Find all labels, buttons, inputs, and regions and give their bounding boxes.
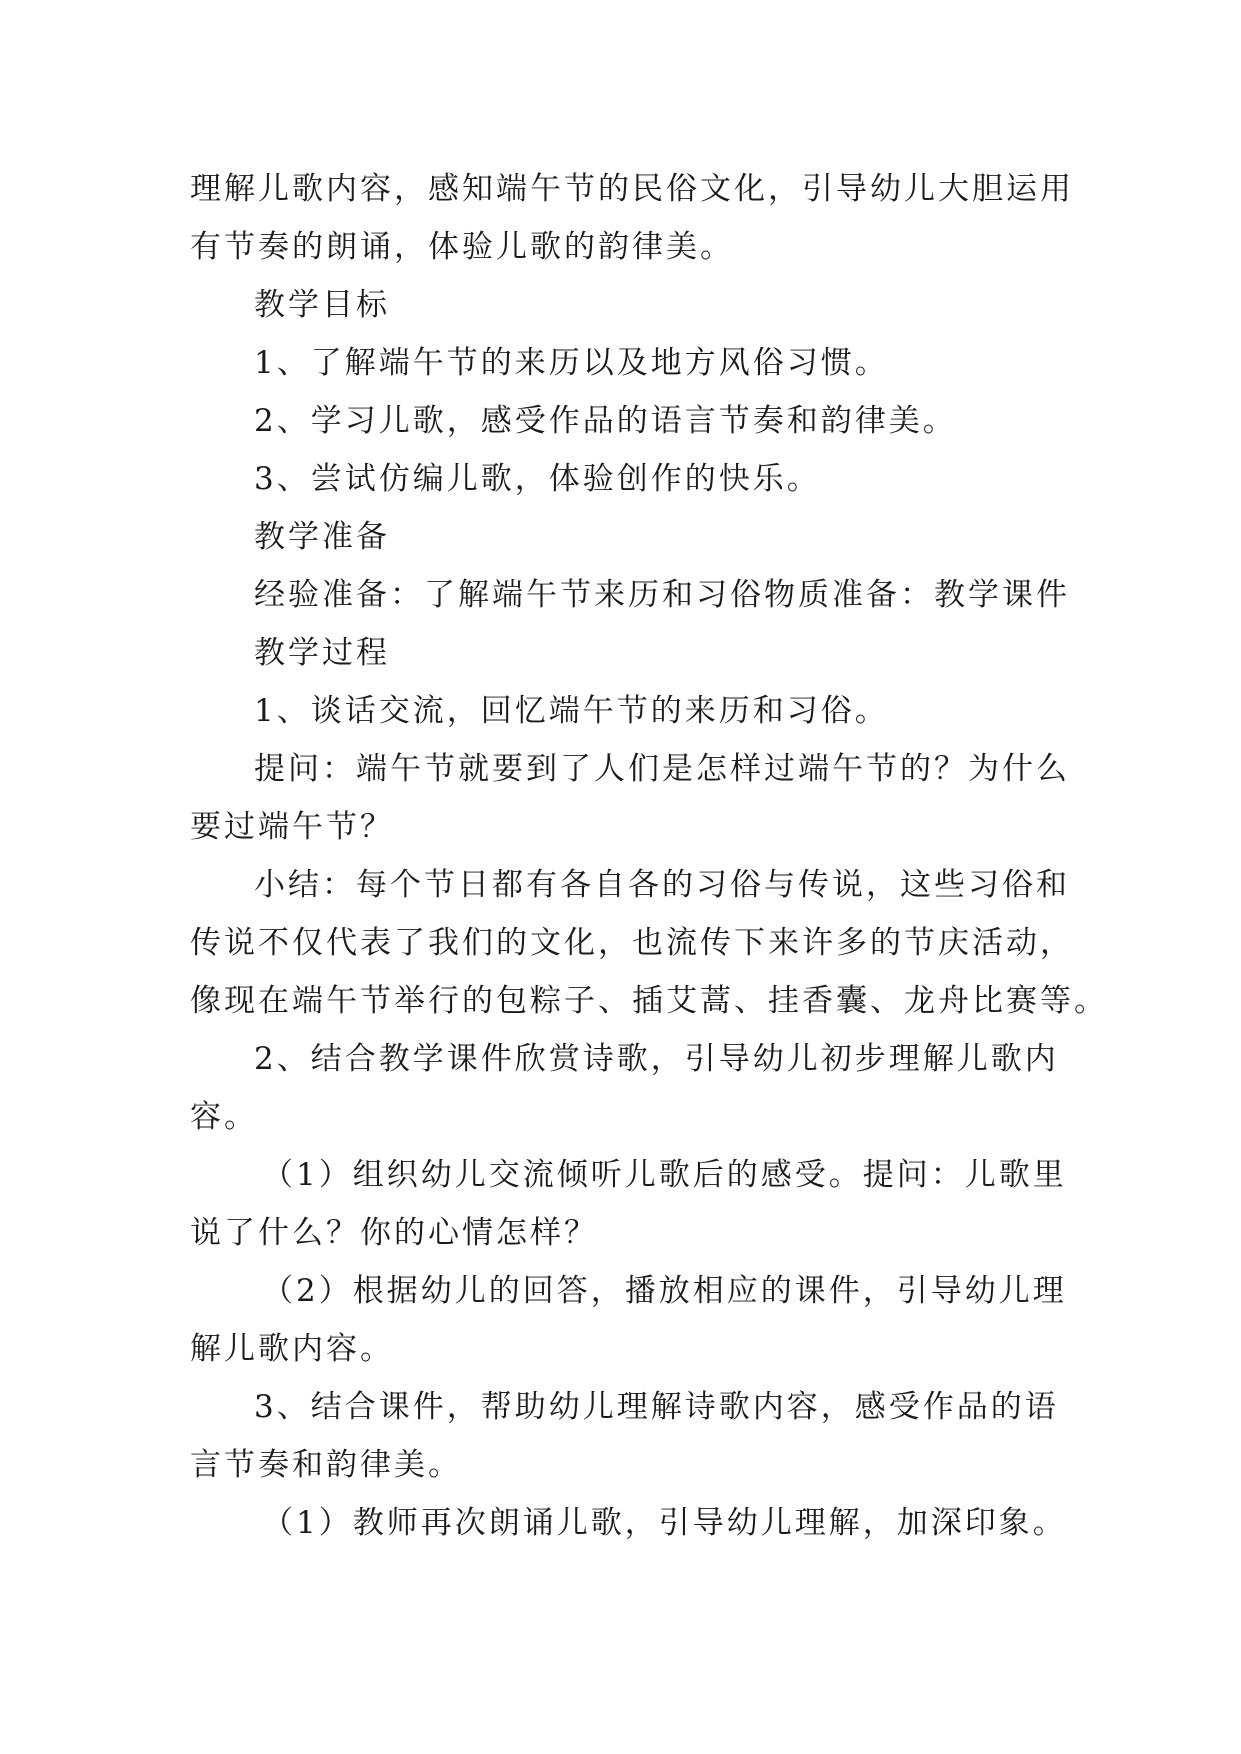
text-line: 说了什么？你的心情怎样？ xyxy=(190,1215,598,1251)
sub-step: （2）根据幼儿的回答，播放相应的课件，引导幼儿理 xyxy=(262,1273,1067,1309)
process-step: 2、结合教学课件欣赏诗歌，引导幼儿初步理解儿歌内 xyxy=(254,1041,1059,1077)
text-line: 有节奏的朗诵，体验儿歌的韵律美。 xyxy=(190,229,734,265)
document-body xyxy=(190,160,1108,1552)
sub-step: （1）组织幼儿交流倾听儿歌后的感受。提问：儿歌里 xyxy=(262,1157,1067,1193)
goal-item: 2、学习儿歌，感受作品的语言节奏和韵律美。 xyxy=(254,403,957,439)
process-step: 1、谈话交流，回忆端午节的来历和习俗。 xyxy=(254,693,889,729)
section-heading-preparation: 教学准备 xyxy=(254,519,390,555)
section-heading-process: 教学过程 xyxy=(254,635,390,671)
text-line: 容。 xyxy=(190,1099,258,1135)
goal-item: 3、尝试仿编儿歌，体验创作的快乐。 xyxy=(254,461,821,497)
text-line: 理解儿歌内容，感知端午节的民俗文化，引导幼儿大胆运用 xyxy=(190,171,1074,207)
goal-item: 1、了解端午节的来历以及地方风俗习惯。 xyxy=(254,345,889,381)
text-line: 经验准备：了解端午节来历和习俗物质准备：教学课件 xyxy=(254,577,1070,613)
text-line: 像现在端午节举行的包粽子、插艾蒿、挂香囊、龙舟比赛等。 xyxy=(190,983,1108,1019)
sub-step: （1）教师再次朗诵儿歌，引导幼儿理解，加深印象。 xyxy=(262,1505,1067,1541)
text-line: 解儿歌内容。 xyxy=(190,1331,394,1367)
text-line: 言节奏和韵律美。 xyxy=(190,1447,462,1483)
section-heading-goals: 教学目标 xyxy=(254,287,390,323)
text-line: 传说不仅代表了我们的文化，也流传下来许多的节庆活动， xyxy=(190,925,1074,961)
text-line: 提问：端午节就要到了人们是怎样过端午节的？为什么 xyxy=(254,751,1070,787)
text-line: 要过端午节？ xyxy=(190,809,394,845)
process-step: 3、结合课件，帮助幼儿理解诗歌内容，感受作品的语 xyxy=(254,1389,1059,1425)
text-line: 小结：每个节日都有各自各的习俗与传说，这些习俗和 xyxy=(254,867,1070,903)
